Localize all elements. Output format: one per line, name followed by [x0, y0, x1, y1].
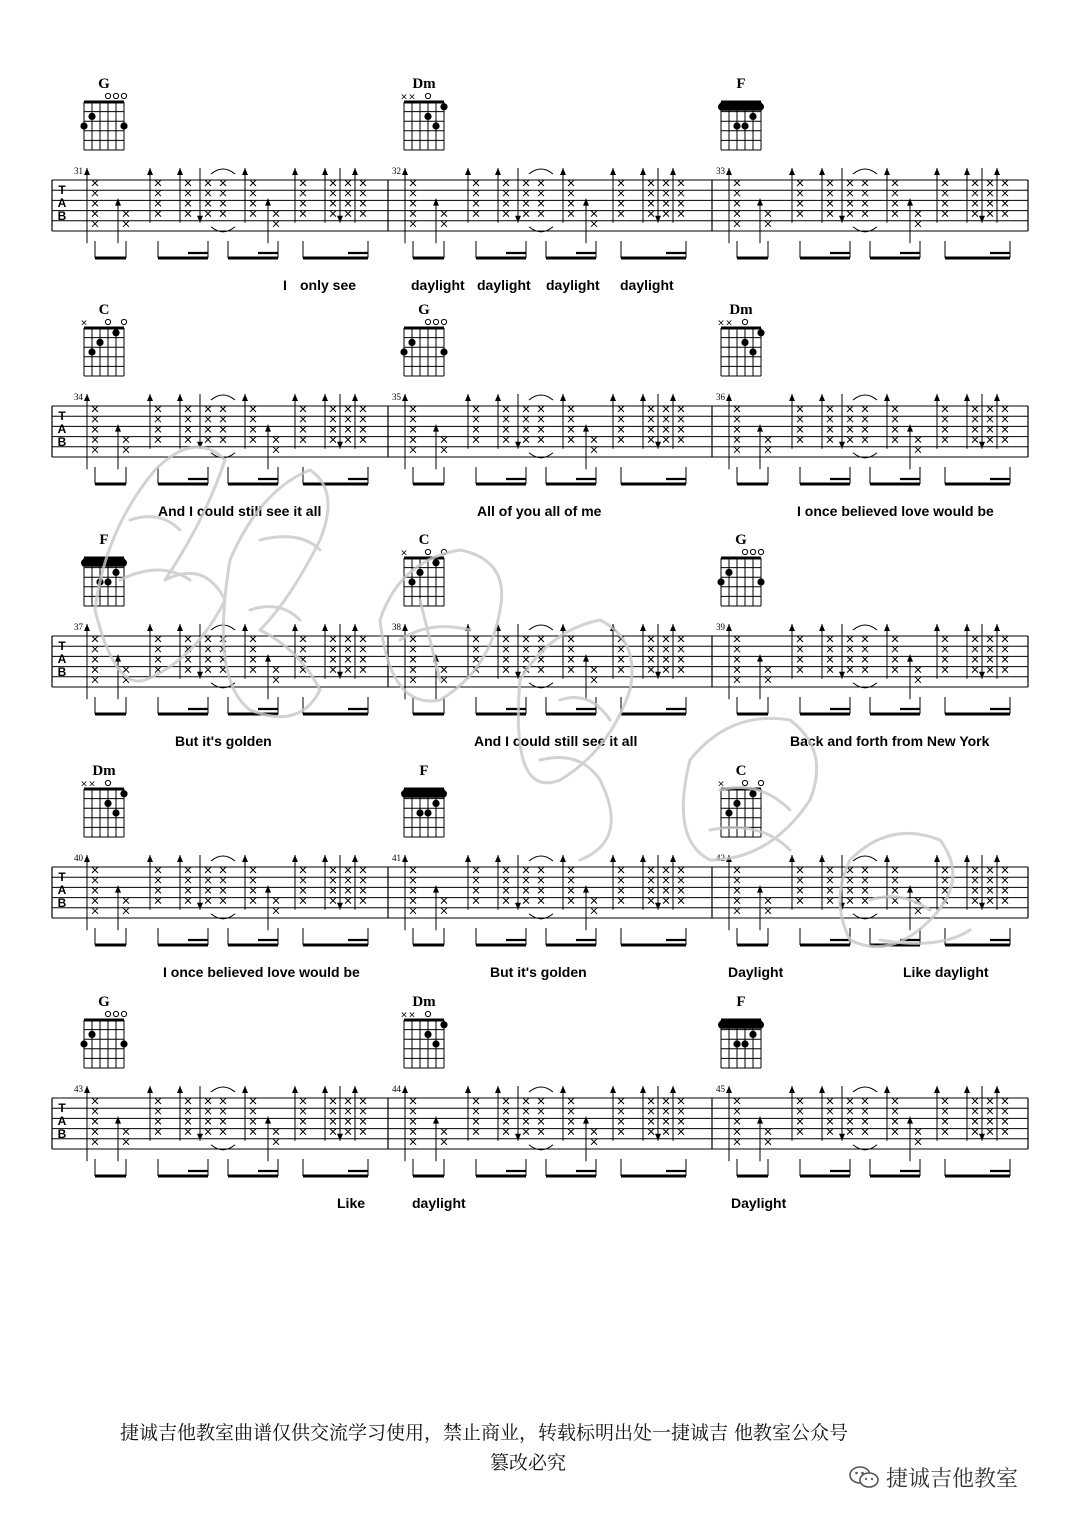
tab-clef-letter: A: [57, 196, 67, 210]
brand-label: 捷诚吉他教室: [886, 1466, 1019, 1492]
lyric: Like: [337, 1195, 366, 1211]
tab-clef-letter: T: [58, 183, 66, 197]
tab-clef-letter: B: [57, 896, 67, 910]
chord-name: Dm: [92, 763, 116, 779]
chord-name: G: [98, 994, 110, 1010]
chord-name: F: [736, 994, 746, 1010]
lyric: And I could still see it all: [158, 503, 322, 519]
measure-number: 43: [74, 1084, 83, 1094]
lyric: I once believed love would be: [163, 964, 360, 980]
tab-clef-letter: B: [57, 435, 67, 449]
chord-name: C: [98, 302, 110, 318]
lyric: Daylight: [731, 1195, 787, 1211]
chord-name: G: [735, 532, 747, 548]
svg-text:×: ×: [400, 548, 408, 559]
measure-number: 32: [392, 166, 401, 176]
lyric: Like daylight: [903, 964, 989, 980]
svg-text:×: ×: [400, 1010, 408, 1021]
measure: [392, 302, 686, 519]
tab-clef-letter: B: [57, 665, 67, 679]
footer-line-2: 篡改必究: [490, 1452, 567, 1474]
svg-text:×: ×: [80, 779, 88, 790]
measure-number: 35: [392, 392, 401, 402]
measure-number: 44: [392, 1084, 401, 1094]
measure: [392, 763, 686, 980]
tab-system: [52, 302, 1028, 519]
wechat-icon: [848, 1464, 880, 1490]
measure: [392, 76, 686, 293]
chord-name: F: [99, 532, 109, 548]
tab-clef-letter: A: [57, 422, 67, 436]
tab-clef-letter: A: [57, 652, 67, 666]
chord-name: Dm: [412, 994, 436, 1010]
chord-name: G: [418, 302, 430, 318]
measure-number: 39: [716, 622, 725, 632]
lyric: But it's golden: [175, 733, 272, 749]
tab-clef-letter: T: [58, 1101, 66, 1115]
svg-text:×: ×: [717, 318, 725, 329]
svg-text:×: ×: [88, 779, 96, 790]
measure-number: 42: [716, 853, 725, 863]
svg-text:×: ×: [408, 92, 416, 103]
lyric: daylight: [412, 1195, 466, 1211]
measure-number: 37: [74, 622, 83, 632]
lyric: daylight: [477, 277, 531, 293]
tab-clef-letter: T: [58, 639, 66, 653]
brand-signature: [848, 1460, 1018, 1494]
tab-clef-letter: B: [57, 209, 67, 223]
tab-system: [52, 994, 1028, 1211]
lyric: But it's golden: [490, 964, 587, 980]
lyric: only see: [300, 277, 357, 293]
lyric: daylight: [546, 277, 600, 293]
tab-clef-letter: B: [57, 1127, 67, 1141]
measure-number: 31: [74, 166, 83, 176]
measure: [716, 302, 1010, 519]
tab-clef-letter: A: [57, 1114, 67, 1128]
measure-number: 34: [74, 392, 83, 402]
measure: [74, 994, 466, 1211]
measure-number: 41: [392, 853, 401, 863]
tab-system: [52, 76, 1028, 293]
lyric: I: [283, 277, 287, 293]
chord-name: G: [98, 76, 110, 92]
lyric: And I could still see it all: [474, 733, 638, 749]
measure: [74, 302, 368, 519]
tab-system: [52, 763, 1028, 980]
measure-number: 36: [716, 392, 725, 402]
lyric: Daylight: [728, 964, 784, 980]
lyric: Back and forth from New York: [790, 733, 990, 749]
svg-text:×: ×: [717, 779, 725, 790]
chord-name: F: [419, 763, 429, 779]
measure-number: 40: [74, 853, 83, 863]
chord-name: Dm: [412, 76, 436, 92]
measure: [74, 532, 368, 749]
tab-system: [52, 532, 1028, 749]
svg-text:×: ×: [400, 92, 408, 103]
measure: [716, 994, 1010, 1211]
chord-name: C: [735, 763, 747, 779]
chord-name: F: [736, 76, 746, 92]
svg-text:×: ×: [725, 318, 733, 329]
measure: [716, 532, 1010, 749]
footer-line-1: 捷诚吉他教室曲谱仅供交流学习使用，禁止商业，转载标明出处一捷诚吉 他教室公众号: [120, 1422, 849, 1444]
lyric: daylight: [620, 277, 674, 293]
lyric: All of you all of me: [477, 503, 602, 519]
measure-number: 38: [392, 622, 401, 632]
measure: [74, 76, 368, 293]
measure-number: 33: [716, 166, 725, 176]
measure: [392, 532, 686, 749]
tab-clef-letter: A: [57, 883, 67, 897]
chord-name: Dm: [729, 302, 753, 318]
lyric: daylight: [411, 277, 465, 293]
tab-clef-letter: T: [58, 409, 66, 423]
lyric: I once believed love would be: [797, 503, 994, 519]
svg-text:×: ×: [408, 1010, 416, 1021]
measure: [716, 763, 1010, 980]
tab-clef-letter: T: [58, 870, 66, 884]
measure-number: 45: [716, 1084, 725, 1094]
svg-text:×: ×: [80, 318, 88, 329]
measure: [74, 763, 368, 980]
chord-name: C: [418, 532, 430, 548]
